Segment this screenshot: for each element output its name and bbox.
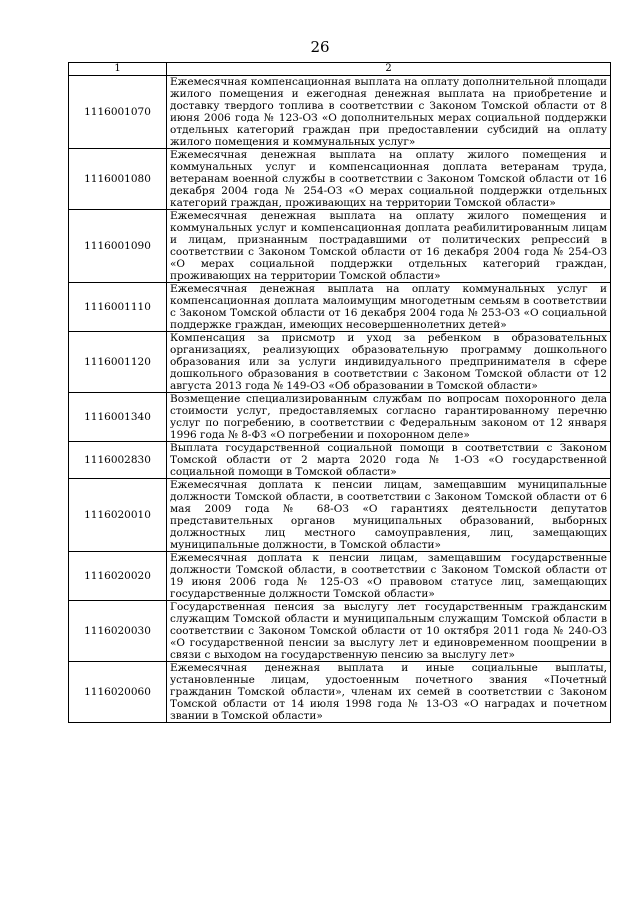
- table-row: [69, 442, 611, 479]
- table-row: [69, 332, 611, 393]
- row-code: 1116001340: [69, 393, 167, 442]
- row-code: 1116001110: [69, 283, 167, 332]
- table-row: [69, 149, 611, 210]
- row-description: Выплата государственной социальной помощи в соответствии с Законом Томской области от 2 марта 2020 года № 1-ОЗ «О государственной социальной помощи в Томской области»: [167, 442, 611, 479]
- row-code: 1116001120: [69, 332, 167, 393]
- row-code: 1116001080: [69, 149, 167, 210]
- column-header-code: 1: [69, 63, 167, 76]
- budget-classification-table: [68, 62, 611, 723]
- row-description: Ежемесячная денежная выплата на оплату жилого помещения и коммунальных услуг и компенсационная доплата ветеранам труда, ветеранам военной службы в соответствии с Законом Томской области от 16 декабря 2004 года № 254-ОЗ «О мерах социальной поддержки отдельных категорий граждан, проживающих на территории Томской области»: [167, 149, 611, 210]
- table-row: [69, 601, 611, 662]
- row-description: Компенсация за присмотр и уход за ребенком в образовательных организациях, реализующих образовательную программу дошкольного образования или за услуги индивидуального предпринимателя в сфере дошкольного образования в соответствии с Законом Томской области от 12 августа 2013 года № 149-ОЗ «Об образовании в Томской области»: [167, 332, 611, 393]
- table-row: [69, 393, 611, 442]
- row-description: Ежемесячная денежная выплата и иные социальные выплаты, установленные лицам, удостоенным почетного звания «Почетный гражданин Томской области», членам их семей в соответствии с Законом Томской области от 14 июля 1998 года № 13-ОЗ «О наградах и почетном звании в Томской области»: [167, 662, 611, 723]
- row-description: Ежемесячная доплата к пенсии лицам, замещавшим муниципальные должности Томской области, в соответствии с Законом Томской области от 6 мая 2009 года № 68-ОЗ «О гарантиях деятельности депутатов представительных органов муниципальных образований, выборных должностных лиц местного самоуправления, лиц, замещающих муниципальные должности, в Томской области»: [167, 479, 611, 552]
- row-code: 1116002830: [69, 442, 167, 479]
- row-code: 1116020020: [69, 552, 167, 601]
- column-header-description: 2: [167, 63, 611, 76]
- table-row: [69, 479, 611, 552]
- row-description: Ежемесячная денежная выплата на оплату коммунальных услуг и компенсационная доплата малоимущим многодетным семьям в соответствии с Законом Томской области от 16 декабря 2004 года № 253-ОЗ «О социальной поддержке граждан, имеющих несовершеннолетних детей»: [167, 283, 611, 332]
- table-row: [69, 76, 611, 149]
- row-code: 1116020010: [69, 479, 167, 552]
- row-description: Возмещение специализированным службам по вопросам похоронного дела стоимости услуг, предоставляемых согласно гарантированному перечню услуг по погребению, в соответствии с Федеральным законом от 12 января 1996 года № 8-ФЗ «О погребении и похоронном деле»: [167, 393, 611, 442]
- row-code: 1116020030: [69, 601, 167, 662]
- row-description: Ежемесячная денежная выплата на оплату жилого помещения и коммунальных услуг и компенсационная доплата реабилитированным лицам и лицам, признанным пострадавшими от политических репрессий в соответствии с Законом Томской области от 16 декабря 2004 года № 254-ОЗ «О мерах социальной поддержки отдельных категорий граждан, проживающих на территории Томской области»: [167, 210, 611, 283]
- table-row: [69, 210, 611, 283]
- row-description: Ежемесячная компенсационная выплата на оплату дополнительной площади жилого помещения и ежегодная денежная выплата на приобретение и доставку твердого топлива в соответствии с Законом Томской области от 8 июня 2006 года № 123-ОЗ «О дополнительных мерах социальной поддержки отдельных категорий граждан при предоставлении субсидий на оплату жилого помещения и коммунальных услуг»: [167, 76, 611, 149]
- table-row: [69, 552, 611, 601]
- table-row: [69, 662, 611, 723]
- row-description: Государственная пенсия за выслугу лет государственным гражданским служащим Томской области и муниципальным служащим Томской области в соответствии с Законом Томской области от 10 октября 2011 года № 240-ОЗ «О государственной пенсии за выслугу лет и единовременном поощрении в связи с выходом на государственную пенсию за выслугу лет»: [167, 601, 611, 662]
- row-code: 1116020060: [69, 662, 167, 723]
- row-code: 1116001070: [69, 76, 167, 149]
- row-description: Ежемесячная доплата к пенсии лицам, замещавшим государственные должности Томской области, в соответствии с Законом Томской области от 19 июня 2006 года № 125-ОЗ «О правовом статусе лиц, замещающих государственные должности Томской области»: [167, 552, 611, 601]
- table-row: [69, 283, 611, 332]
- table-header-row: [69, 63, 611, 76]
- row-code: 1116001090: [69, 210, 167, 283]
- page-number: 26: [310, 38, 330, 56]
